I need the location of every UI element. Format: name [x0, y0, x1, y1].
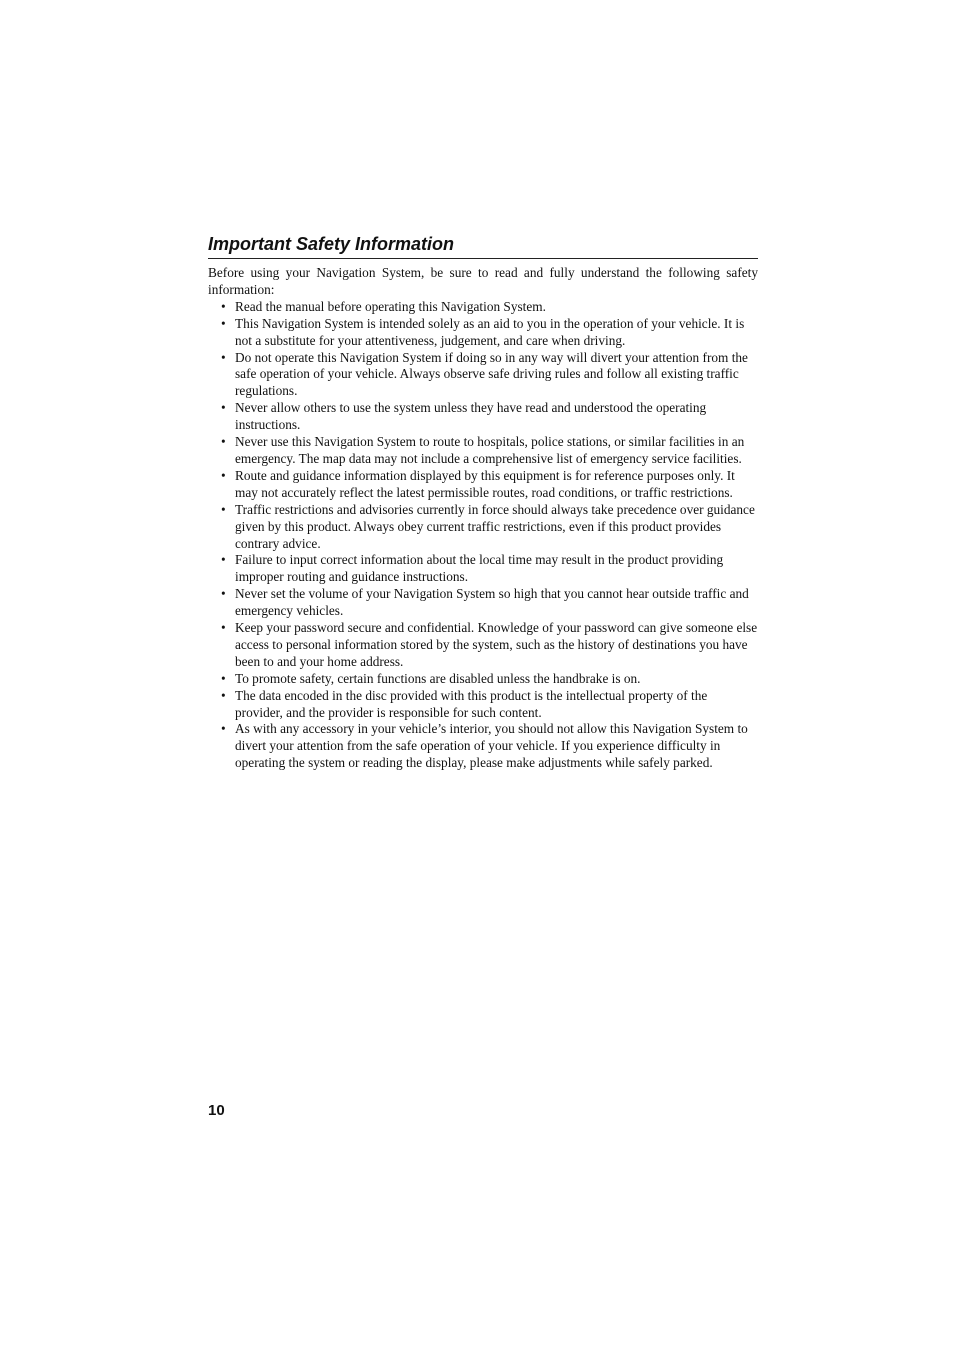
page-content: [208, 232, 758, 772]
list-item-text: Read the manual before operating this Navigation System.: [235, 298, 546, 314]
bullet-icon: •: [221, 670, 226, 686]
list-item-text: Never use this Navigation System to route to hospitals, police stations, or similar facilities in an emergency. The map data may not include a comprehensive list of emergency service facilities.: [235, 434, 745, 466]
list-item: [208, 721, 758, 772]
page-number: 10: [208, 1102, 225, 1119]
list-item: [208, 299, 758, 316]
list-item-text: Route and guidance information displayed by this equipment is for reference purposes only. It may not accurately reflect the latest permissible routes, road conditions, or traffic restrictions.: [235, 467, 735, 500]
safety-bullet-list: [208, 299, 758, 772]
bullet-icon: •: [221, 501, 226, 517]
bullet-icon: •: [221, 467, 226, 483]
bullet-icon: •: [221, 434, 226, 450]
bullet-icon: •: [221, 298, 226, 314]
list-item-text: The data encoded in the disc provided with this product is the intellectual property of the provider, and the provider is responsible for such content.: [235, 687, 708, 720]
bullet-icon: •: [221, 400, 226, 416]
bullet-icon: •: [221, 620, 226, 636]
bullet-icon: •: [221, 349, 226, 365]
list-item: [208, 434, 758, 468]
list-item: [208, 316, 758, 350]
list-item-text: Failure to input correct information about the local time may result in the product providing improper routing and guidance instructions.: [235, 552, 724, 585]
list-item-text: Never allow others to use the system unless they have read and understood the operating instructions.: [235, 400, 707, 433]
list-item: [208, 688, 758, 722]
list-item: [208, 400, 758, 434]
list-item: [208, 502, 758, 553]
list-item: [208, 350, 758, 401]
list-item: [208, 468, 758, 502]
list-item-text: Never set the volume of your Navigation System so high that you cannot hear outside traffic and emergency vehicles.: [235, 586, 749, 619]
list-item: [208, 586, 758, 620]
bullet-icon: •: [221, 552, 226, 568]
bullet-icon: •: [221, 586, 226, 602]
list-item: [208, 620, 758, 671]
list-item-text: Keep your password secure and confidential. Knowledge of your password can give someone else access to personal information stored by the system, such as the history of destinations you have been to and your home address.: [235, 620, 758, 669]
list-item: [208, 552, 758, 586]
list-item-text: Do not operate this Navigation System if doing so in any way will divert your attention from the safe operation of your vehicle. Always observe safe driving rules and follow all existing traffic regulations.: [235, 349, 748, 399]
list-item-text: Traffic restrictions and advisories currently in force should always take precedence over guidance given by this product. Always obey current traffic restrictions, even if this product provides contrary advice.: [235, 501, 755, 551]
section-title: Important Safety Information: [208, 232, 758, 259]
intro-paragraph: Before using your Navigation System, be sure to read and fully understand the following safety information:: [208, 265, 758, 297]
list-item-text: This Navigation System is intended solely as an aid to you in the operation of your vehicle. It is not a substitute for your attentiveness, judgement, and care when driving.: [235, 315, 745, 348]
bullet-icon: •: [221, 315, 226, 331]
list-item-text: As with any accessory in your vehicle’s interior, you should not allow this Navigation System to divert your attention from the safe operation of your vehicle. If you experience difficulty in operating the system or reading the display, please make adjustments while safely parked.: [235, 721, 748, 771]
bullet-icon: •: [221, 687, 226, 703]
list-item-text: To promote safety, certain functions are disabled unless the handbrake is on.: [235, 670, 641, 686]
list-item: [208, 671, 758, 688]
bullet-icon: •: [221, 721, 226, 737]
